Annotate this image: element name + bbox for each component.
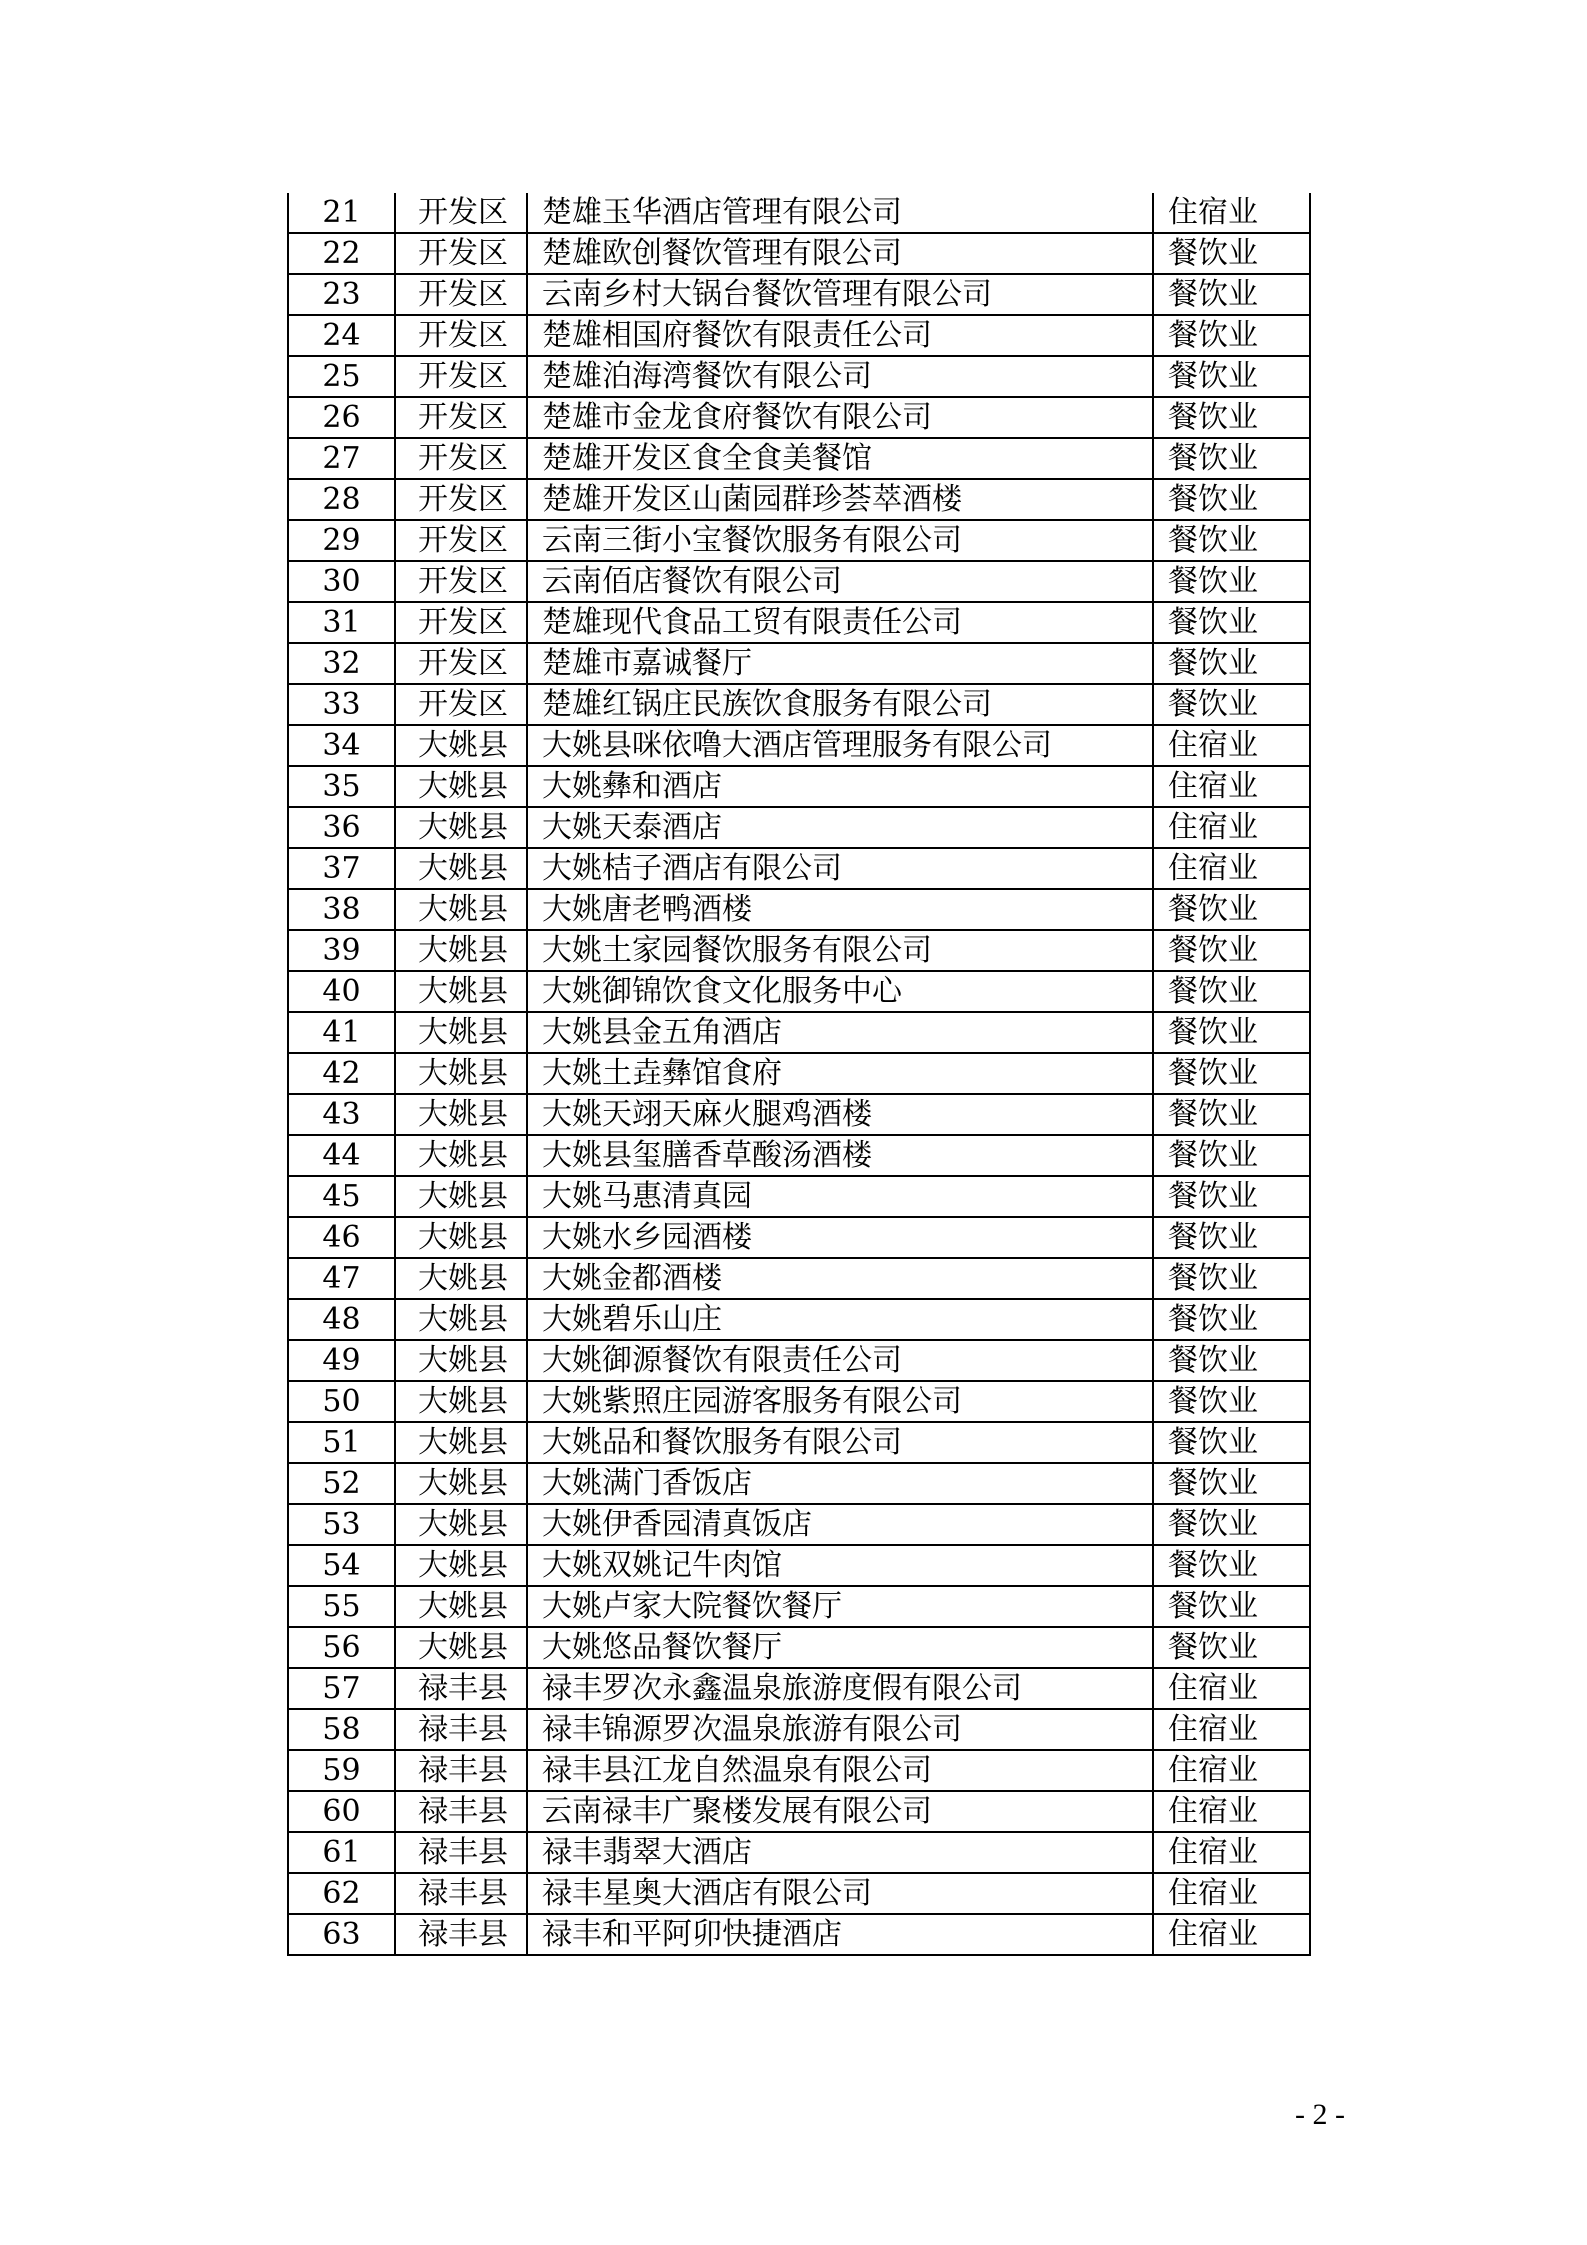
region-cell: 开发区 — [395, 479, 527, 520]
industry-cell: 餐饮业 — [1153, 520, 1310, 561]
company-name-cell: 禄丰翡翠大酒店 — [527, 1832, 1153, 1873]
region-cell: 禄丰县 — [395, 1668, 527, 1709]
industry-cell: 餐饮业 — [1153, 1258, 1310, 1299]
table-row — [288, 643, 1310, 684]
company-name-cell: 云南禄丰广聚楼发展有限公司 — [527, 1791, 1153, 1832]
row-number-cell: 25 — [288, 356, 395, 397]
industry-cell: 餐饮业 — [1153, 1012, 1310, 1053]
row-number-cell: 44 — [288, 1135, 395, 1176]
region-cell: 开发区 — [395, 561, 527, 602]
table-row — [288, 1258, 1310, 1299]
company-name-cell: 禄丰星奥大酒店有限公司 — [527, 1873, 1153, 1914]
table-row — [288, 807, 1310, 848]
company-name-cell: 大姚彝和酒店 — [527, 766, 1153, 807]
row-number-cell: 33 — [288, 684, 395, 725]
table-row — [288, 1914, 1310, 1955]
industry-cell: 餐饮业 — [1153, 1135, 1310, 1176]
company-name-cell: 禄丰罗次永鑫温泉旅游度假有限公司 — [527, 1668, 1153, 1709]
region-cell: 大姚县 — [395, 1340, 527, 1381]
company-name-cell: 楚雄市嘉诚餐厅 — [527, 643, 1153, 684]
region-cell: 大姚县 — [395, 1094, 527, 1135]
table-row — [288, 1053, 1310, 1094]
industry-cell: 餐饮业 — [1153, 684, 1310, 725]
region-cell: 开发区 — [395, 397, 527, 438]
row-number-cell: 46 — [288, 1217, 395, 1258]
industry-cell: 餐饮业 — [1153, 1463, 1310, 1504]
company-name-cell: 楚雄相国府餐饮有限责任公司 — [527, 315, 1153, 356]
table-body — [288, 193, 1310, 1955]
company-name-cell: 大姚唐老鸭酒楼 — [527, 889, 1153, 930]
row-number-cell: 36 — [288, 807, 395, 848]
region-cell: 大姚县 — [395, 1586, 527, 1627]
row-number-cell: 58 — [288, 1709, 395, 1750]
region-cell: 大姚县 — [395, 725, 527, 766]
table-row — [288, 356, 1310, 397]
company-name-cell: 大姚御源餐饮有限责任公司 — [527, 1340, 1153, 1381]
row-number-cell: 43 — [288, 1094, 395, 1135]
industry-cell: 餐饮业 — [1153, 356, 1310, 397]
company-name-cell: 大姚县玺膳香草酸汤酒楼 — [527, 1135, 1153, 1176]
company-name-cell: 大姚伊香园清真饭店 — [527, 1504, 1153, 1545]
table-row — [288, 561, 1310, 602]
company-name-cell: 云南三街小宝餐饮服务有限公司 — [527, 520, 1153, 561]
industry-cell: 餐饮业 — [1153, 479, 1310, 520]
industry-cell: 餐饮业 — [1153, 889, 1310, 930]
region-cell: 大姚县 — [395, 971, 527, 1012]
company-name-cell: 云南佰店餐饮有限公司 — [527, 561, 1153, 602]
table-row — [288, 971, 1310, 1012]
industry-cell: 餐饮业 — [1153, 643, 1310, 684]
industry-cell: 住宿业 — [1153, 1791, 1310, 1832]
region-cell: 大姚县 — [395, 930, 527, 971]
company-name-cell: 大姚县金五角酒店 — [527, 1012, 1153, 1053]
table-row — [288, 1381, 1310, 1422]
table-row — [288, 1340, 1310, 1381]
region-cell: 禄丰县 — [395, 1873, 527, 1914]
table-row — [288, 520, 1310, 561]
row-number-cell: 39 — [288, 930, 395, 971]
region-cell: 大姚县 — [395, 1627, 527, 1668]
company-name-cell: 大姚双姚记牛肉馆 — [527, 1545, 1153, 1586]
table-row — [288, 1135, 1310, 1176]
industry-cell: 餐饮业 — [1153, 1340, 1310, 1381]
company-name-cell: 大姚品和餐饮服务有限公司 — [527, 1422, 1153, 1463]
table-row — [288, 438, 1310, 479]
table-row — [288, 1832, 1310, 1873]
row-number-cell: 48 — [288, 1299, 395, 1340]
row-number-cell: 57 — [288, 1668, 395, 1709]
company-name-cell: 大姚天泰酒店 — [527, 807, 1153, 848]
table-row — [288, 1586, 1310, 1627]
region-cell: 大姚县 — [395, 1504, 527, 1545]
company-name-cell: 大姚水乡园酒楼 — [527, 1217, 1153, 1258]
region-cell: 禄丰县 — [395, 1791, 527, 1832]
region-cell: 大姚县 — [395, 766, 527, 807]
industry-cell: 餐饮业 — [1153, 1299, 1310, 1340]
industry-cell: 餐饮业 — [1153, 1627, 1310, 1668]
company-name-cell: 大姚土家园餐饮服务有限公司 — [527, 930, 1153, 971]
table-row — [288, 1463, 1310, 1504]
industry-cell: 住宿业 — [1153, 1709, 1310, 1750]
company-name-cell: 禄丰县江龙自然温泉有限公司 — [527, 1750, 1153, 1791]
table-row — [288, 725, 1310, 766]
company-name-cell: 大姚天翊天麻火腿鸡酒楼 — [527, 1094, 1153, 1135]
region-cell: 大姚县 — [395, 1299, 527, 1340]
table-row — [288, 1750, 1310, 1791]
industry-cell: 住宿业 — [1153, 807, 1310, 848]
company-name-cell: 楚雄泊海湾餐饮有限公司 — [527, 356, 1153, 397]
region-cell: 开发区 — [395, 602, 527, 643]
company-name-cell: 大姚土垚彝馆食府 — [527, 1053, 1153, 1094]
table-row — [288, 1422, 1310, 1463]
industry-cell: 餐饮业 — [1153, 1053, 1310, 1094]
industry-cell: 住宿业 — [1153, 725, 1310, 766]
region-cell: 开发区 — [395, 193, 527, 233]
region-cell: 大姚县 — [395, 807, 527, 848]
row-number-cell: 49 — [288, 1340, 395, 1381]
row-number-cell: 23 — [288, 274, 395, 315]
table-row — [288, 274, 1310, 315]
table-row — [288, 1176, 1310, 1217]
region-cell: 大姚县 — [395, 1545, 527, 1586]
region-cell: 开发区 — [395, 356, 527, 397]
row-number-cell: 37 — [288, 848, 395, 889]
row-number-cell: 52 — [288, 1463, 395, 1504]
row-number-cell: 24 — [288, 315, 395, 356]
company-name-cell: 大姚悠品餐饮餐厅 — [527, 1627, 1153, 1668]
table-row — [288, 1545, 1310, 1586]
company-name-cell: 大姚桔子酒店有限公司 — [527, 848, 1153, 889]
table-row — [288, 193, 1310, 233]
row-number-cell: 47 — [288, 1258, 395, 1299]
row-number-cell: 26 — [288, 397, 395, 438]
row-number-cell: 54 — [288, 1545, 395, 1586]
page-number: - 2 - — [1295, 2098, 1345, 2131]
company-name-cell: 楚雄市金龙食府餐饮有限公司 — [527, 397, 1153, 438]
industry-cell: 餐饮业 — [1153, 233, 1310, 274]
table-row — [288, 1709, 1310, 1750]
row-number-cell: 41 — [288, 1012, 395, 1053]
company-name-cell: 大姚御锦饮食文化服务中心 — [527, 971, 1153, 1012]
industry-cell: 餐饮业 — [1153, 561, 1310, 602]
row-number-cell: 63 — [288, 1914, 395, 1955]
table-row — [288, 397, 1310, 438]
row-number-cell: 56 — [288, 1627, 395, 1668]
company-name-cell: 大姚县咪依噜大酒店管理服务有限公司 — [527, 725, 1153, 766]
industry-cell: 餐饮业 — [1153, 1217, 1310, 1258]
industry-cell: 餐饮业 — [1153, 1545, 1310, 1586]
region-cell: 大姚县 — [395, 889, 527, 930]
industry-cell: 餐饮业 — [1153, 1094, 1310, 1135]
row-number-cell: 38 — [288, 889, 395, 930]
region-cell: 大姚县 — [395, 1422, 527, 1463]
industry-cell: 餐饮业 — [1153, 1504, 1310, 1545]
row-number-cell: 45 — [288, 1176, 395, 1217]
region-cell: 开发区 — [395, 520, 527, 561]
industry-cell: 餐饮业 — [1153, 971, 1310, 1012]
region-cell: 开发区 — [395, 233, 527, 274]
company-name-cell: 禄丰锦源罗次温泉旅游有限公司 — [527, 1709, 1153, 1750]
region-cell: 大姚县 — [395, 1217, 527, 1258]
region-cell: 大姚县 — [395, 1381, 527, 1422]
company-name-cell: 大姚满门香饭店 — [527, 1463, 1153, 1504]
region-cell: 大姚县 — [395, 848, 527, 889]
table-row — [288, 1627, 1310, 1668]
table-row — [288, 684, 1310, 725]
company-name-cell: 禄丰和平阿卯快捷酒店 — [527, 1914, 1153, 1955]
region-cell: 大姚县 — [395, 1053, 527, 1094]
company-name-cell: 楚雄开发区食全食美餐馆 — [527, 438, 1153, 479]
industry-cell: 餐饮业 — [1153, 1176, 1310, 1217]
industry-cell: 住宿业 — [1153, 1873, 1310, 1914]
table-row — [288, 1094, 1310, 1135]
table-row — [288, 1668, 1310, 1709]
row-number-cell: 31 — [288, 602, 395, 643]
region-cell: 禄丰县 — [395, 1914, 527, 1955]
industry-cell: 住宿业 — [1153, 766, 1310, 807]
region-cell: 大姚县 — [395, 1135, 527, 1176]
row-number-cell: 35 — [288, 766, 395, 807]
table-row — [288, 848, 1310, 889]
table-row — [288, 1299, 1310, 1340]
region-cell: 大姚县 — [395, 1176, 527, 1217]
company-name-cell: 大姚卢家大院餐饮餐厅 — [527, 1586, 1153, 1627]
region-cell: 大姚县 — [395, 1012, 527, 1053]
row-number-cell: 21 — [288, 193, 395, 233]
region-cell: 禄丰县 — [395, 1832, 527, 1873]
row-number-cell: 59 — [288, 1750, 395, 1791]
row-number-cell: 62 — [288, 1873, 395, 1914]
industry-cell: 餐饮业 — [1153, 274, 1310, 315]
industry-cell: 住宿业 — [1153, 193, 1310, 233]
company-name-cell: 楚雄玉华酒店管理有限公司 — [527, 193, 1153, 233]
industry-cell: 住宿业 — [1153, 1750, 1310, 1791]
row-number-cell: 30 — [288, 561, 395, 602]
company-name-cell: 云南乡村大锅台餐饮管理有限公司 — [527, 274, 1153, 315]
industry-cell: 餐饮业 — [1153, 602, 1310, 643]
row-number-cell: 61 — [288, 1832, 395, 1873]
table-row — [288, 1504, 1310, 1545]
row-number-cell: 32 — [288, 643, 395, 684]
region-cell: 禄丰县 — [395, 1709, 527, 1750]
table-row — [288, 930, 1310, 971]
enterprise-table — [287, 193, 1311, 1956]
row-number-cell: 60 — [288, 1791, 395, 1832]
region-cell: 开发区 — [395, 438, 527, 479]
table-row — [288, 315, 1310, 356]
table-row — [288, 602, 1310, 643]
row-number-cell: 53 — [288, 1504, 395, 1545]
region-cell: 大姚县 — [395, 1463, 527, 1504]
region-cell: 禄丰县 — [395, 1750, 527, 1791]
row-number-cell: 51 — [288, 1422, 395, 1463]
industry-cell: 餐饮业 — [1153, 1422, 1310, 1463]
row-number-cell: 29 — [288, 520, 395, 561]
region-cell: 开发区 — [395, 274, 527, 315]
company-name-cell: 楚雄开发区山菌园群珍荟萃酒楼 — [527, 479, 1153, 520]
industry-cell: 住宿业 — [1153, 1914, 1310, 1955]
company-name-cell: 楚雄红锅庄民族饮食服务有限公司 — [527, 684, 1153, 725]
row-number-cell: 34 — [288, 725, 395, 766]
industry-cell: 住宿业 — [1153, 1668, 1310, 1709]
industry-cell: 餐饮业 — [1153, 397, 1310, 438]
company-name-cell: 大姚金都酒楼 — [527, 1258, 1153, 1299]
table-row — [288, 766, 1310, 807]
table-row — [288, 889, 1310, 930]
region-cell: 大姚县 — [395, 1258, 527, 1299]
region-cell: 开发区 — [395, 684, 527, 725]
row-number-cell: 42 — [288, 1053, 395, 1094]
company-name-cell: 大姚马惠清真园 — [527, 1176, 1153, 1217]
industry-cell: 餐饮业 — [1153, 438, 1310, 479]
industry-cell: 餐饮业 — [1153, 1586, 1310, 1627]
table-row — [288, 479, 1310, 520]
region-cell: 开发区 — [395, 315, 527, 356]
table-row — [288, 1012, 1310, 1053]
table-row — [288, 1791, 1310, 1832]
industry-cell: 住宿业 — [1153, 1832, 1310, 1873]
company-name-cell: 楚雄欧创餐饮管理有限公司 — [527, 233, 1153, 274]
table-row — [288, 1217, 1310, 1258]
row-number-cell: 40 — [288, 971, 395, 1012]
table-row — [288, 1873, 1310, 1914]
region-cell: 开发区 — [395, 643, 527, 684]
industry-cell: 餐饮业 — [1153, 1381, 1310, 1422]
industry-cell: 餐饮业 — [1153, 315, 1310, 356]
row-number-cell: 27 — [288, 438, 395, 479]
company-name-cell: 大姚紫照庄园游客服务有限公司 — [527, 1381, 1153, 1422]
row-number-cell: 22 — [288, 233, 395, 274]
row-number-cell: 28 — [288, 479, 395, 520]
row-number-cell: 55 — [288, 1586, 395, 1627]
company-name-cell: 大姚碧乐山庄 — [527, 1299, 1153, 1340]
industry-cell: 住宿业 — [1153, 848, 1310, 889]
company-name-cell: 楚雄现代食品工贸有限责任公司 — [527, 602, 1153, 643]
row-number-cell: 50 — [288, 1381, 395, 1422]
industry-cell: 餐饮业 — [1153, 930, 1310, 971]
table-row — [288, 233, 1310, 274]
